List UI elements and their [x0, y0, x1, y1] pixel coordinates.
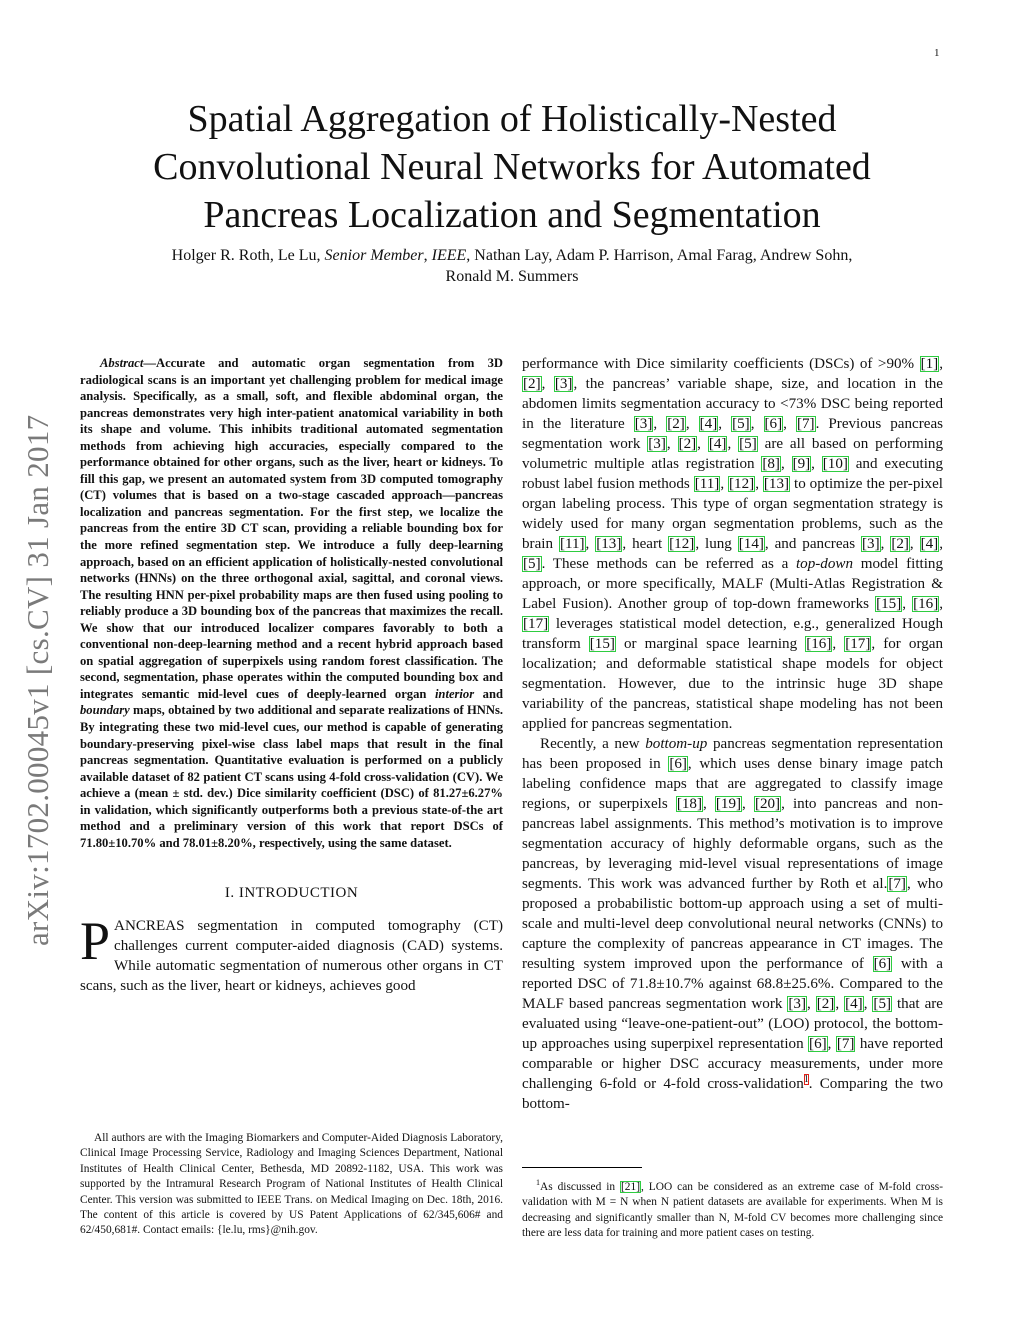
authors-line-2: Ronald M. Summers: [445, 268, 579, 285]
citation-link[interactable]: [13]: [763, 476, 790, 492]
left-column: [80, 355, 503, 996]
citation-link[interactable]: [9]: [792, 456, 811, 472]
abstract: Abstract—Accurate and automatic organ segmentation from 3D radiological scans is an important yet challenging problem for medical image analysis. Specifically, as a small, soft, and flexible abdominal organ, the pancreas demonstrates very high inter-patient anatomical variability in both its shape and volume. This inhibits traditional automated segmentation methods from achieving high accuracies, especially compared to the performance obtained for other organs, such as the liver, heart or kidneys. To fill this gap, we present an automated system from 3D computed tomography (CT) volumes that is based on a two-stage cascaded approach—pancreas localization and pancreas segmentation. For the first step, we localize the pancreas from the entire 3D CT scan, providing a reliable bounding box for the more refined segmentation step. We introduce a fully deep-learning approach, based on an efficient application of holistically-nested convolutional networks (HNNs) on the three orthogonal axial, sagittal, and coronal views. The resulting HNN per-pixel probability maps are then fused using pooling to reliably produce a 3D bounding box of the pancreas that maximizes the recall. We show that our introduced localizer compares favorably to both a conventional non-deep-learning method and a recent hybrid approach based on spatial aggregation of superpixels using random forest classification. The second, segmentation, phase operates within the computed bounding box and integrates semantic mid-level cues of deeply-learned organ interior and boundary maps, obtained by two additional and separate realizations of HNNs. By integrating these two mid-level cues, our method is capable of generating boundary-preserving pixel-wise class label maps that result in the final pancreas segmentation. Quantitative evaluation is performed on a publicly available dataset of 82 patient CT scans using 4-fold cross-validation (CV). We achieve a (mean ± std. dev.) Dice similarity coefficient (DSC) of 81.27±6.27% in validation, which significantly outperforms both a previous state-of-the art method and a preliminary version of this work that report DSCs of 71.80±10.70% and 78.01±8.20%, respectively, using the same dataset.: [80, 356, 503, 850]
citation-link[interactable]: [16]: [913, 596, 939, 612]
citation-link[interactable]: [3]: [634, 416, 653, 432]
citation-link[interactable]: [2]: [891, 536, 909, 552]
citation-link[interactable]: [4]: [708, 436, 727, 452]
citation-link[interactable]: [21]: [621, 1180, 640, 1193]
citation-link[interactable]: [2]: [816, 996, 835, 1012]
citation-link[interactable]: [3]: [554, 376, 573, 392]
citation-link[interactable]: [12]: [729, 476, 755, 492]
citation-link[interactable]: [7]: [796, 416, 815, 432]
footnote-link[interactable]: 1: [803, 1073, 809, 1085]
intro-paragraph: PANCREAS segmentation in computed tomography (CT) challenges current computer-aided diagnosis (CAD) systems. While automatic segmentation of numerous other organs in CT scans, such as the liver, heart or kidneys, achieves good: [80, 911, 503, 995]
section-heading-introduction: I. INTRODUCTION: [224, 885, 359, 902]
citation-link[interactable]: [3]: [788, 996, 806, 1012]
citation-link[interactable]: [7]: [836, 1036, 855, 1052]
citation-link[interactable]: [12]: [669, 536, 695, 552]
citation-link[interactable]: [6]: [764, 416, 783, 432]
citation-link[interactable]: [15]: [876, 596, 902, 612]
citation-link[interactable]: [5]: [523, 556, 541, 572]
citation-link[interactable]: [1]: [920, 356, 939, 372]
citation-link[interactable]: [10]: [822, 456, 848, 472]
body-paragraph-2: Recently, a new bottom-up pancreas segmentation representation has been proposed in [6], which uses dense binary image patch labeling confidence maps that are aggregated to classify image regions, or superpixels [18], [19], [20], into pancreas and non-pancreas label assignments. This method’s motivation is to improve segmentation accuracy of highly deformable organs, such as the pancreas, by leveraging mid-level visual representations of image segments. This work was advanced further by Roth et al.[7], who proposed a probabilistic bottom-up approach using a set of multi-scale and multi-level deep convolutional neural networks (CNNs) to capture the complexity of pancreas appearance in CT images. The resulting system improved upon the performance of [6] with a reported DSC of 71.8±10.7% against 68.8±25.6%. Compared to the MALF based pancreas segmentation work [3], [2], [4], [5] that are evaluated using “leave-one-patient-out” (LOO) protocol, the bottom-up approaches using superpixel representation [6], [7] have reported comparable or higher DSC accuracy measurements, under more challenging 6-fold or 4-fold cross-validation$^1$. Comparing the two bottom-: [522, 736, 944, 1112]
citation-link[interactable]: [6]: [873, 956, 892, 972]
citation-link[interactable]: [2]: [523, 376, 541, 392]
citation-link[interactable]: [4]: [845, 996, 863, 1012]
citation-link[interactable]: [5]: [732, 416, 750, 432]
citation-link[interactable]: [19]: [715, 796, 742, 812]
citation-link[interactable]: [3]: [648, 436, 666, 452]
citation-link[interactable]: [17]: [523, 616, 549, 632]
citation-link[interactable]: [5]: [739, 436, 757, 452]
authors-line-1: Holger R. Roth, Le Lu, Senior Member, IEEE, Nathan Lay, Adam P. Harrison, Amal Farag, Andrew Sohn,: [171, 247, 853, 264]
author-role: Senior Member: [324, 247, 424, 264]
arxiv-identifier[interactable]: arXiv:1702.00045v1 [cs.CV] 31 Jan 2017: [20, 414, 55, 946]
citation-link[interactable]: [11]: [694, 476, 720, 492]
citation-link[interactable]: [7]: [888, 876, 906, 892]
citation-link[interactable]: [17]: [845, 636, 871, 652]
citation-link[interactable]: [2]: [678, 436, 697, 452]
citation-link[interactable]: [4]: [920, 536, 939, 552]
footnote-divider: [522, 1167, 642, 1168]
citation-link[interactable]: [5]: [873, 996, 892, 1012]
author-list: [80, 245, 944, 287]
citation-link[interactable]: [11]: [559, 536, 585, 552]
citation-link[interactable]: [16]: [806, 636, 832, 652]
citation-link[interactable]: [3]: [862, 536, 880, 552]
page-number: 1: [934, 47, 940, 59]
citation-link[interactable]: [20]: [754, 796, 781, 812]
right-column: [522, 354, 943, 1114]
citation-link[interactable]: [6]: [809, 1036, 827, 1052]
affiliation-footnote: All authors are with the Imaging Biomarkers and Computer-Aided Diagnosis Laboratory, Clinical Image Processing Service, Radiology and Imaging Sciences Department, National Institutes of Health Clinical Center, Bethesda, MD 20892-1182, USA. This work was supported by the Intramural Research Program of National Institutes of Health Clinical Center. This version was submitted to IEEE Trans. on Medical Imaging on Dec. 18th, 2016. The content of this article is covered by US Patent Applications of 62/345,606# and 62/450,681#. Contact emails: {le.lu, rms}@nih.gov.: [80, 1132, 503, 1237]
citation-link[interactable]: [2]: [667, 416, 685, 432]
paper-title: Spatial Aggregation of Holistically-Nested Convolutional Neural Networks for Automated Pancreas Localization and Segmentation: [153, 98, 871, 236]
citation-link[interactable]: [15]: [589, 636, 615, 652]
citation-link[interactable]: [8]: [762, 456, 780, 472]
citation-link[interactable]: [13]: [596, 536, 622, 552]
citation-link[interactable]: [6]: [669, 756, 687, 772]
drop-cap: P: [80, 911, 111, 972]
abstract-label: Abstract: [100, 356, 144, 370]
citation-link[interactable]: [18]: [676, 796, 702, 812]
footnote-1: $^1$As discussed in [21], LOO can be considered as an extreme case of M-fold cross-validation with M = N when N patient datasets are available for experiments. When M is decreasing and significantly smaller than N, M-fold CV becomes more challenging since there are less data for training and more patient cases on testing.: [522, 1178, 943, 1240]
citation-link[interactable]: [14]: [738, 536, 764, 552]
citation-link[interactable]: [4]: [699, 416, 718, 432]
author-org: IEEE: [431, 247, 467, 264]
body-paragraph-1: performance with Dice similarity coefficients (DSCs) of >90% [1], [2], [3], the pancreas’ variable shape, size, and location in the abdomen limits segmentation accuracy to <73% DSC being reported in the literature [3], [2], [4], [5], [6], [7]. Previous pancreas segmentation work [3], [2], [4], [5] are all based on performing volumetric multiple atlas registration [8], [9], [10] and executing robust label fusion methods [11], [12], [13] to optimize the per-pixel organ labeling process. This type of organ segmentation strategy is widely used for many organ segmentation problems, such as the brain [11], [13], heart [12], lung [14], and pancreas [3], [2], [4], [5]. These methods can be referred as a top-down model fitting approach, or more specifically, MALF (Multi-Atlas Registration & Label Fusion). Another group of top-down frameworks [15], [16], [17] leverages statistical model detection, e.g., generalized Hough transform [15] or marginal space learning [16], [17], for organ localization; and deformable statistical shape models for object segmentation. However, due to the intrinsic huge 3D shape variability of the pancreas, statistical shape modeling has not been applied for pancreas segmentation.: [522, 356, 944, 732]
